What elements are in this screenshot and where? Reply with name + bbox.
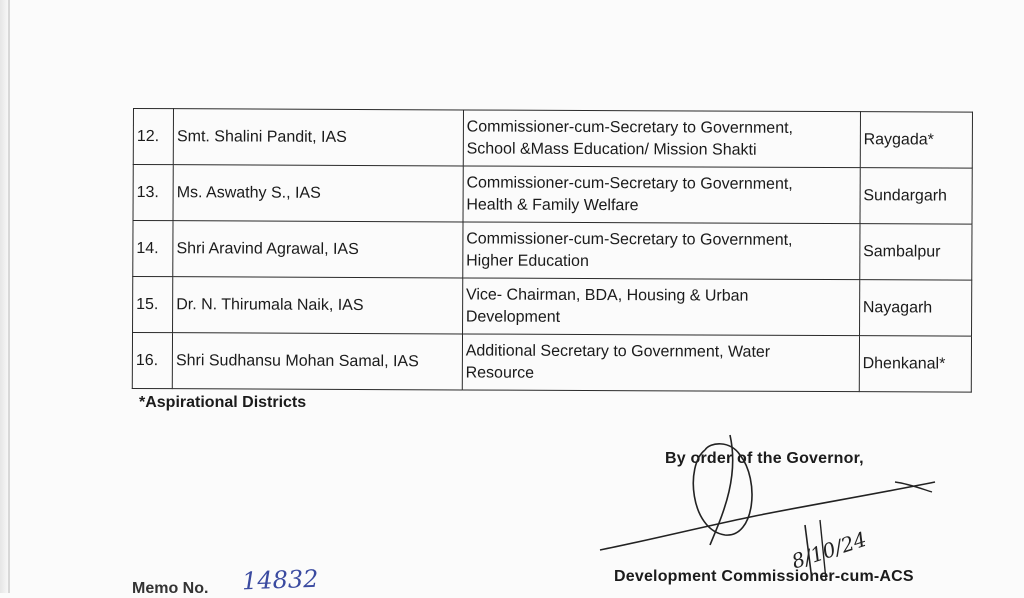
post-line: Additional Secretary to Government, Water <box>465 341 771 361</box>
post-line: Development <box>465 307 561 326</box>
officer-post <box>462 334 859 392</box>
officer-post <box>463 110 860 168</box>
posting-table <box>132 108 973 393</box>
table-row <box>133 165 972 225</box>
officer-name: Smt. Shalini Pandit, IAS <box>173 109 463 166</box>
memo-number: 14832 <box>241 564 319 596</box>
post-line: Health & Family Welfare <box>466 195 639 214</box>
officer-name: Shri Sudhansu Mohan Samal, IAS <box>172 333 462 390</box>
post-line: Resource <box>465 363 535 382</box>
serial-number: 16. <box>132 333 172 389</box>
officer-post <box>462 278 859 336</box>
district: Nayagarh <box>859 280 972 336</box>
post-line: Higher Education <box>466 251 589 270</box>
svg-text:8/10/24: 8/10/24 <box>788 526 870 574</box>
order-text: By order of the Governor, <box>665 450 864 467</box>
district: Raygada* <box>860 112 973 168</box>
serial-number: 12. <box>133 109 173 165</box>
serial-number: 15. <box>133 277 173 333</box>
officer-name: Ms. Aswathy S., IAS <box>173 165 463 222</box>
table-row <box>133 109 972 169</box>
officer-name: Shri Aravind Agrawal, IAS <box>173 221 463 278</box>
district: Dhenkanal* <box>859 336 972 392</box>
serial-number: 14. <box>133 221 173 277</box>
district: Sambalpur <box>859 224 972 280</box>
post-line: School &Mass Education/ Mission Shakti <box>466 139 757 159</box>
table-row <box>133 277 972 337</box>
post-line: Commissioner-cum-Secretary to Government, <box>466 173 793 193</box>
officer-post <box>463 166 860 224</box>
page-shadow <box>8 0 10 593</box>
post-line: Commissioner-cum-Secretary to Government, <box>466 117 794 137</box>
table-row <box>132 333 971 393</box>
table-row <box>133 221 972 281</box>
memo-label: Memo No. <box>132 580 209 597</box>
footnote: *Aspirational Districts <box>139 394 307 411</box>
designation: Development Commissioner-cum-ACS <box>614 568 914 585</box>
post-line: Commissioner-cum-Secretary to Government, <box>466 229 793 249</box>
handwritten-signature <box>590 420 950 580</box>
officer-post <box>463 222 860 280</box>
serial-number: 13. <box>133 165 173 221</box>
post-line: Vice- Chairman, BDA, Housing & Urban <box>465 285 749 305</box>
officer-name: Dr. N. Thirumala Naik, IAS <box>173 277 463 334</box>
district: Sundargarh <box>860 168 973 224</box>
